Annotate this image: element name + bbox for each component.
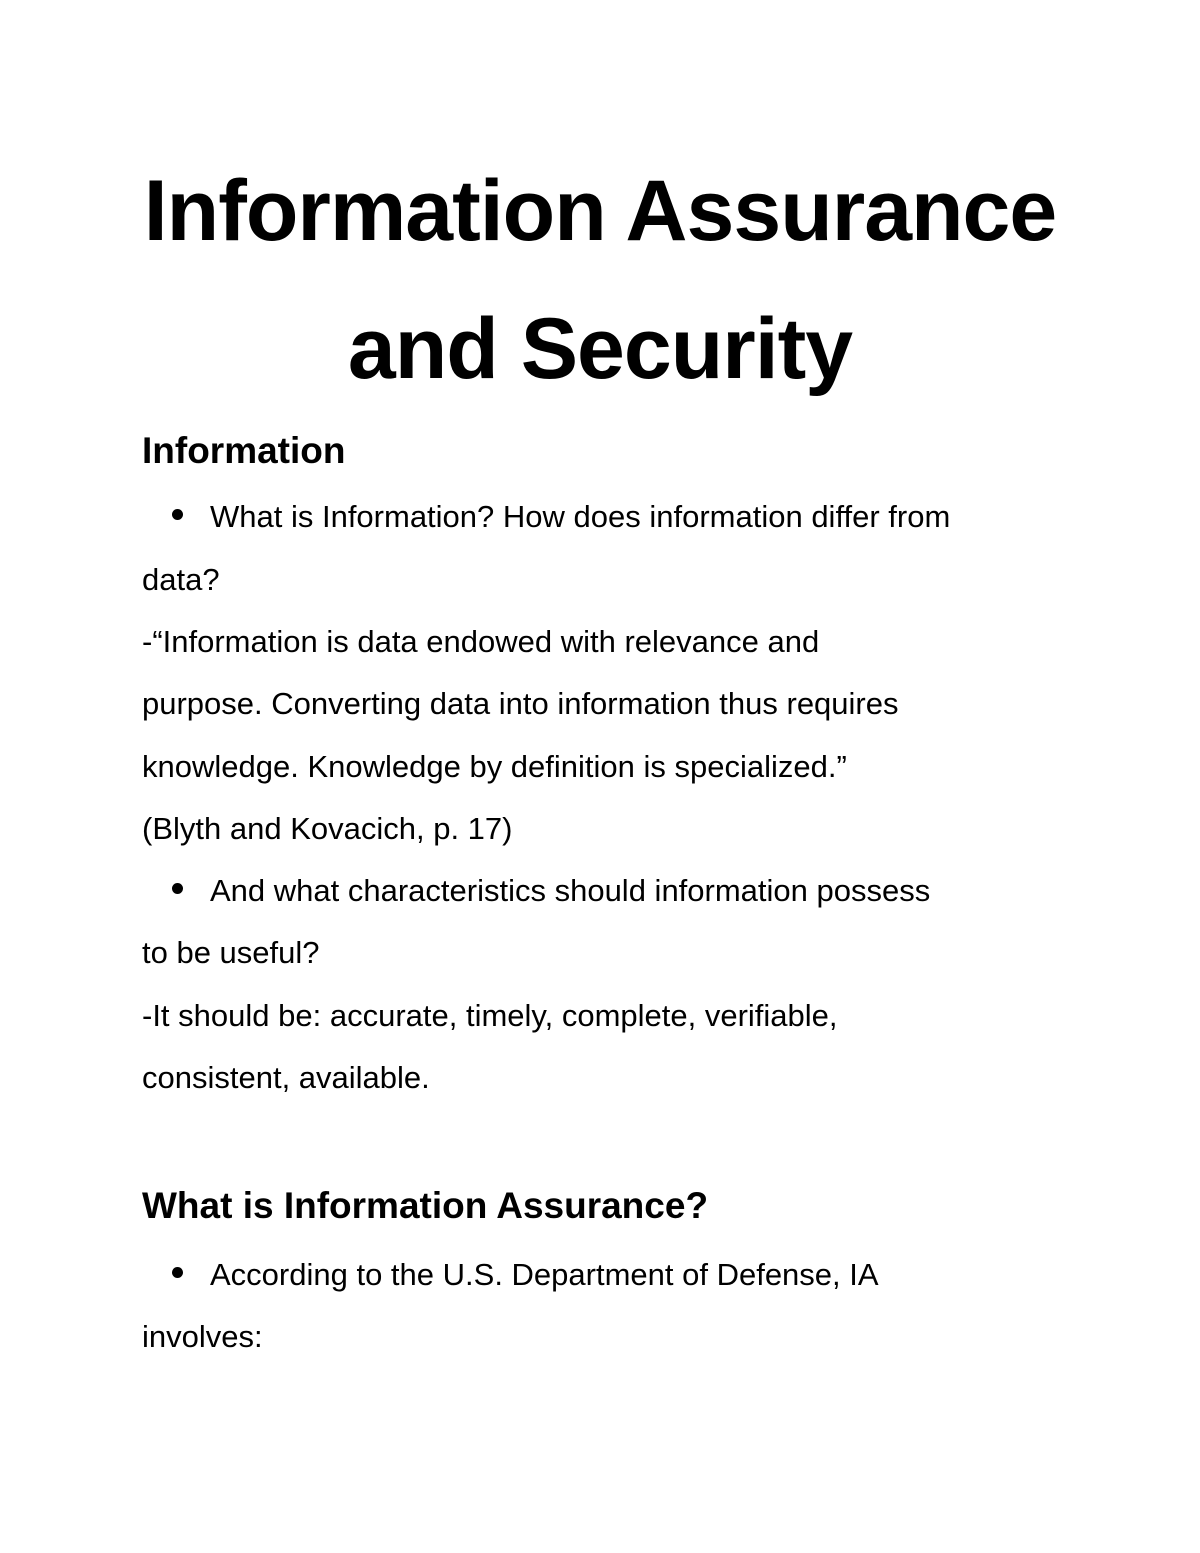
bullet-icon bbox=[172, 1267, 183, 1278]
list-item bbox=[172, 501, 950, 532]
quote-line: -“Information is data endowed with relevance and bbox=[142, 624, 820, 659]
document-title-line-1: Information Assurance bbox=[143, 163, 1057, 259]
list-item-text: According to the U.S. Department of Defense, IA bbox=[210, 1257, 879, 1292]
text-line: consistent, available. bbox=[142, 1060, 430, 1095]
quote-line: knowledge. Knowledge by definition is specialized.” bbox=[142, 749, 847, 784]
list-item bbox=[172, 1259, 879, 1290]
section-heading-information: Information bbox=[142, 430, 346, 471]
list-item-text: And what characteristics should information possess bbox=[210, 873, 931, 908]
quote-line: purpose. Converting data into information thus requires bbox=[142, 686, 899, 721]
text-line: data? bbox=[142, 562, 220, 597]
document-title-line-2: and Security bbox=[347, 301, 853, 397]
text-line: to be useful? bbox=[142, 935, 320, 970]
list-item bbox=[172, 875, 930, 906]
citation: (Blyth and Kovacich, p. 17) bbox=[142, 811, 513, 846]
section-heading-information-assurance: What is Information Assurance? bbox=[142, 1185, 709, 1226]
list-item-text: What is Information? How does information differ from bbox=[210, 499, 951, 534]
text-line: involves: bbox=[142, 1319, 263, 1354]
text-line: -It should be: accurate, timely, complete, verifiable, bbox=[142, 998, 838, 1033]
bullet-icon bbox=[172, 883, 183, 894]
bullet-icon bbox=[172, 509, 183, 520]
